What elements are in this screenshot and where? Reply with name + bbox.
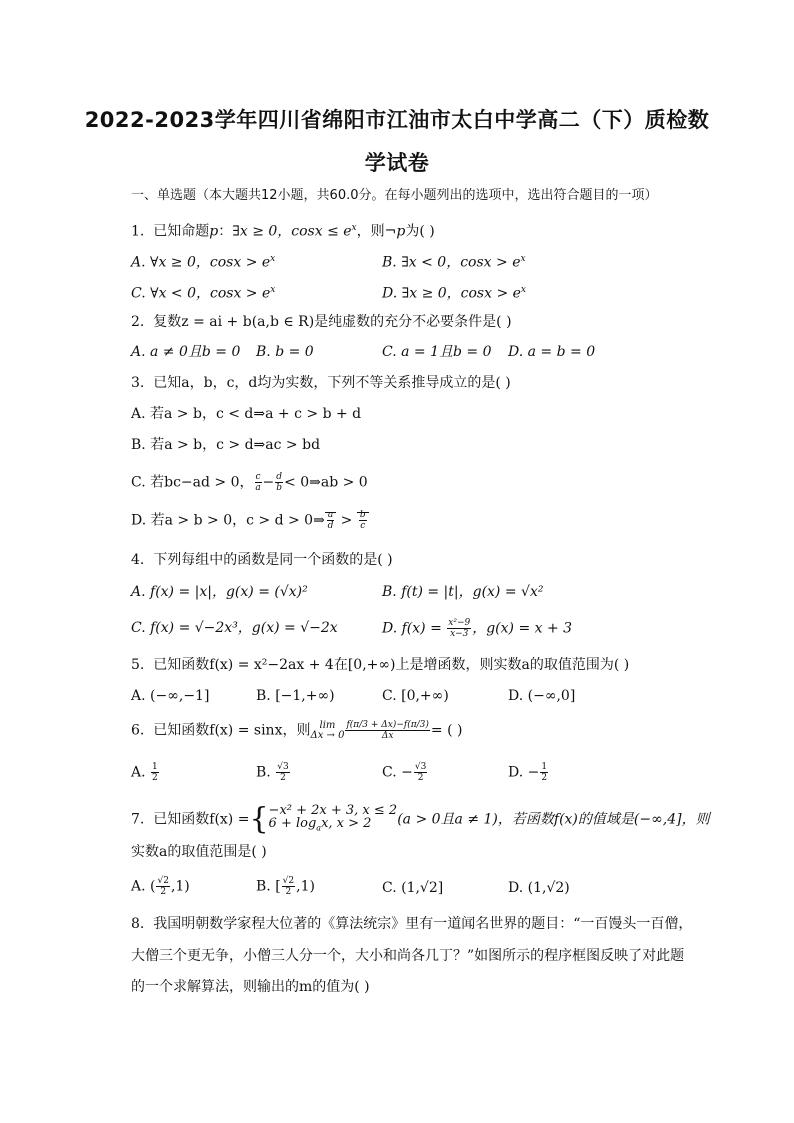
question-1-option-d: D. ∃x ≥ 0，$\cos x > e^x$ bbox=[382, 285, 526, 302]
question-4-option-a: A. f(x) = |x|，g(x) = (√x)² bbox=[131, 584, 308, 600]
question-4-option-d: D. f(x) = $\frac{\text{x²−9}}{x-3}$ ，g(x) = x + 3 bbox=[382, 618, 573, 639]
question-8-stem-line3: 的一个求解算法，则输出的m的值为( ) bbox=[131, 979, 370, 995]
question-6-stem: 6. 已知函数f(x) = sinx，则 lim Δx → 0 $\frac{f(\pi/3 + \Delta x)-f(\pi/3)}{\Delta x}$ = ( ) bbox=[131, 719, 463, 741]
question-7-option-b: B. [ $\frac{√2}{2}$ ,1) bbox=[256, 876, 315, 897]
question-2-option-c: C. a = 1且b = 0 bbox=[382, 344, 492, 360]
question-2-option-b: B. b = 0 bbox=[256, 344, 314, 360]
question-1-option-b: B. ∃x < 0，$\cos x > e^x$ bbox=[382, 254, 526, 271]
question-2-option-d: D. a = b = 0 bbox=[508, 344, 596, 360]
question-5-option-a: A. (−∞,−1] bbox=[131, 688, 210, 704]
question-2-stem: 2. 复数z = ai + b(a,b ∈ R)是纯虚数的充分不必要条件是( ) bbox=[131, 314, 512, 330]
question-5-stem: 5. 已知函数f(x) = x²−2ax + 4在[0,+∞)上是增函数，则实数a的取值范围为( ) bbox=[131, 657, 630, 673]
question-3-stem: 3. 已知a，b，c，d均为实数，下列不等关系推导成立的是( ) bbox=[131, 375, 511, 391]
question-4-option-c: C. f(x) = √−2x³，g(x) = √−2x bbox=[131, 620, 338, 636]
question-1-option-c: C. ∀x < 0，$\cos x > e^x$ bbox=[131, 285, 276, 302]
question-5-option-b: B. [−1,+∞) bbox=[256, 688, 335, 704]
question-3-option-c: C. 若bc−ad > 0， $\frac{c}{a}$ − $\frac{d}{b}$ < 0⇒ab > 0 bbox=[131, 472, 368, 493]
question-6-option-b: B. $\frac{√3}{2}$ bbox=[256, 762, 289, 783]
question-8-stem-line1: 8. 我国明朝数学家程大位著的《算法统宗》里有一道闻名世界的题目：“一百馒头一百僧， bbox=[131, 916, 693, 932]
question-7-stem: 7. 已知函数f(x) ={ −x² + 2x + 3, x ≤ 2 $6 + \log_ax$, x > 2 (a > 0且a ≠ 1)，若函数f(x)的值域是(−∞,4]，则 bbox=[131, 801, 710, 837]
question-7-stem-line2: 实数a的取值范围是( ) bbox=[131, 844, 267, 860]
page-title-line2: 学试卷 bbox=[364, 151, 430, 175]
question-5-option-c: C. [0,+∞) bbox=[382, 688, 449, 704]
question-1-stem: 1. 已知命题p：∃x ≥ 0，$\cos x \le e^x$，则¬p为( ) bbox=[131, 223, 435, 240]
question-6-option-d: D. − $\frac{1}{2}$ bbox=[508, 762, 548, 783]
question-3-option-a: A. 若a > b，c < d⇒a + c > b + d bbox=[131, 406, 362, 422]
section-header: 一、单选题（本大题共12小题，共60.0分。在每小题列出的选项中，选出符合题目的一项） bbox=[131, 188, 658, 203]
question-3-option-d: D. 若a > b > 0，c > d > 0⇒ $\frac{a}{d}$ > $\frac{b}{c}$ bbox=[131, 510, 369, 531]
question-1-option-a: A. ∀x ≥ 0，$\cos x > e^x$ bbox=[131, 254, 276, 271]
question-6-option-a: A. $\frac{1}{2}$ bbox=[131, 762, 158, 783]
question-4-option-b: B. f(t) = |t|，g(x) = √x² bbox=[382, 584, 544, 600]
question-6-option-c: C. − $\frac{√3}{2}$ bbox=[382, 762, 427, 783]
question-3-option-b: B. 若a > b，c > d⇒ac > bd bbox=[131, 437, 321, 453]
page-title-line1: 2022-2023学年四川省绵阳市江油市太白中学高二（下）质检数 bbox=[84, 108, 710, 132]
question-7-option-a: A. ( $\frac{√2}{2}$ ,1) bbox=[131, 876, 190, 897]
question-7-option-d: D. (1,√2) bbox=[508, 880, 570, 896]
question-4-stem: 4. 下列每组中的函数是同一个函数的是( ) bbox=[131, 552, 393, 568]
question-8-stem-line2: 大僧三个更无争，小僧三人分一个，大小和尚各几丁？”如图所示的程序框图反映了对此题 bbox=[131, 948, 685, 964]
question-5-option-d: D. (−∞,0] bbox=[508, 688, 576, 704]
question-2-option-a: A. a ≠ 0且b = 0 bbox=[131, 344, 241, 360]
question-7-option-c: C. (1,√2] bbox=[382, 880, 444, 896]
